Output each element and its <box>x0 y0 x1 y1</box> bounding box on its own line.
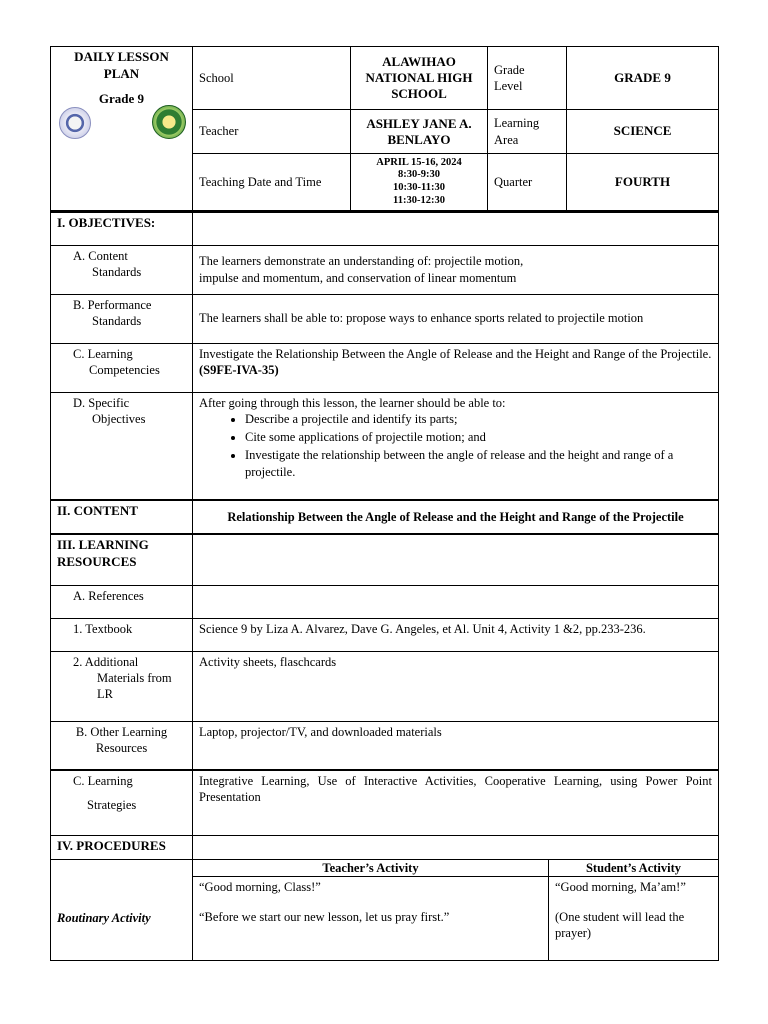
date-value: APRIL 15-16, 2024 8:30-9:30 10:30-11:30 11:30-12:30 <box>351 154 488 211</box>
additional-materials-label: 2. Additional Materials from LR <box>51 651 193 721</box>
routinary-activity-label: Routinary Activity <box>51 876 193 960</box>
learning-area-label: Learning Area <box>488 110 567 154</box>
references-empty <box>193 585 719 618</box>
content-standards-text: The learners demonstrate an understanding of: projectile motion, impulse and momentum, and conservation of linear momentum <box>193 245 719 294</box>
student-activity-text: “Good morning, Ma’am!” (One student will lead the prayer) <box>549 876 719 960</box>
other-resources-label: B. Other Learning Resources <box>51 721 193 770</box>
list-item: • Cite some applications of projectile motion; and <box>245 429 712 445</box>
objectives-heading: I. OBJECTIVES: <box>51 212 193 245</box>
header-title-cell <box>51 47 193 211</box>
references-label: A. References <box>51 585 193 618</box>
list-item: • Describe a projectile and identify its parts; <box>245 411 712 427</box>
school-value: ALAWIHAO NATIONAL HIGH SCHOOL <box>351 47 488 110</box>
header-table <box>50 46 719 211</box>
list-item: • Investigate the relationship between the angle of release and the height and range of a projectile. <box>245 447 712 480</box>
specific-objectives-label: D. Specific Objectives <box>51 392 193 500</box>
teacher-activity-header: Teacher’s Activity <box>193 859 549 876</box>
objectives-empty <box>193 212 719 245</box>
grade-level-value: GRADE 9 <box>567 47 719 110</box>
procedures-spacer <box>51 859 193 876</box>
body-table <box>50 211 719 961</box>
competency-code: (S9FE-IVA-35) <box>199 362 279 377</box>
learning-competencies-label: C. Learning Competencies <box>51 343 193 392</box>
quarter-value: FOURTH <box>567 154 719 211</box>
content-text: Relationship Between the Angle of Release and the Height and Range of the Projectile <box>193 500 719 534</box>
date-label: Teaching Date and Time <box>193 154 351 211</box>
procedures-empty <box>193 835 719 859</box>
textbook-label: 1. Textbook <box>51 618 193 651</box>
learning-resources-empty <box>193 534 719 585</box>
other-resources-text: Laptop, projector/TV, and downloaded materials <box>193 721 719 770</box>
content-standards-label: A. Content Standards <box>51 245 193 294</box>
grade-label: Grade 9 <box>98 90 145 106</box>
learning-area-value: SCIENCE <box>567 110 719 154</box>
learning-competencies-text: Investigate the Relationship Between the Angle of Release and the Height and Range of the Projectile. (S9FE-IVA-35) <box>193 343 719 392</box>
learning-resources-heading: III. LEARNING RESOURCES <box>51 534 193 585</box>
student-activity-header: Student’s Activity <box>549 859 719 876</box>
quarter-label: Quarter <box>488 154 567 211</box>
performance-standards-text: The learners shall be able to: propose ways to enhance sports related to projectile motion <box>193 294 719 343</box>
teacher-activity-text: “Good morning, Class!” “Before we start our new lesson, let us pray first.” <box>193 876 549 960</box>
school-seal-icon <box>152 105 186 139</box>
specific-objectives-text: After going through this lesson, the learner should be able to: • Describe a projectile and identify its parts; • Cite some applications of projectile motion; and • Investigate the relationship between the angle of release and the height and range of a projectile. <box>193 392 719 500</box>
grade-level-label: Grade Level <box>488 47 567 110</box>
teacher-value: ASHLEY JANE A. BENLAYO <box>351 110 488 154</box>
teacher-label: Teacher <box>193 110 351 154</box>
additional-materials-text: Activity sheets, flaschcards <box>193 651 719 721</box>
specific-objectives-list <box>199 411 712 480</box>
learning-strategies-text: Integrative Learning, Use of Interactive Activities, Cooperative Learning, using Power Point Presentation <box>193 770 719 835</box>
performance-standards-label: B. Performance Standards <box>51 294 193 343</box>
deped-seal-icon <box>59 107 91 139</box>
lesson-plan-document <box>50 46 718 961</box>
learning-strategies-label: C. Learning Strategies <box>51 770 193 835</box>
textbook-text: Science 9 by Liza A. Alvarez, Dave G. Angeles, et Al. Unit 4, Activity 1 &2, pp.233-236. <box>193 618 719 651</box>
procedures-heading: IV. PROCEDURES <box>51 835 193 859</box>
content-heading: II. CONTENT <box>51 500 193 534</box>
school-label: School <box>193 47 351 110</box>
doc-title: DAILY LESSON PLAN <box>74 49 169 81</box>
